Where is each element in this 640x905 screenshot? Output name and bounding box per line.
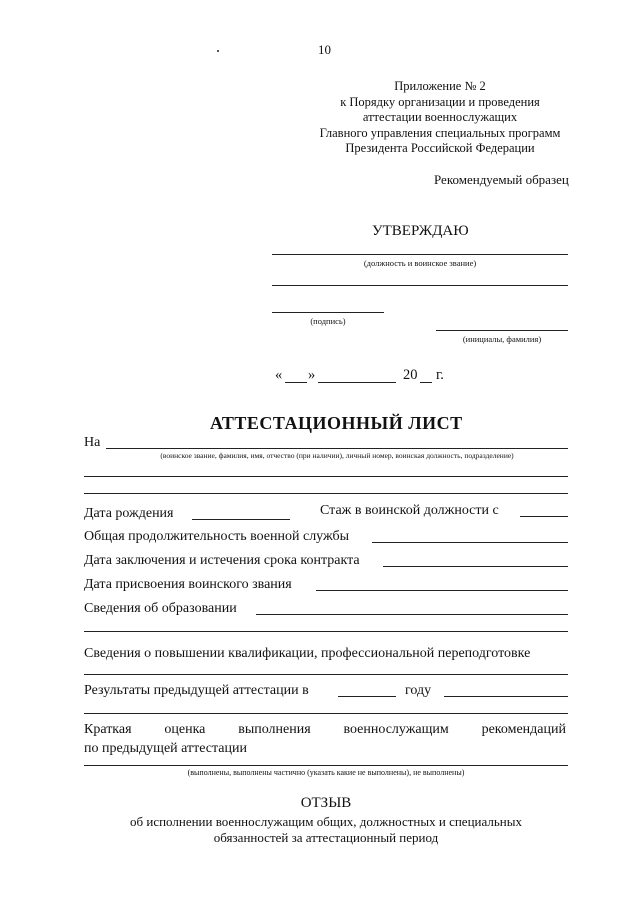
initials-line[interactable]	[436, 330, 568, 331]
year-label: году	[405, 683, 432, 698]
contract-dates-label: Дата заключения и истечения срока контракта	[84, 553, 360, 568]
brief-word-5: рекомендаций	[481, 722, 566, 737]
appendix-line-2: к Порядку организации и проведения	[340, 94, 540, 109]
contract-dates-line[interactable]	[383, 566, 568, 567]
date-year-line[interactable]	[420, 382, 432, 383]
initials-caption: (инициалы, фамилия)	[462, 334, 542, 344]
position-line[interactable]	[272, 254, 568, 255]
date-year-prefix: 20	[403, 367, 418, 383]
review-line-2: обязанностей за аттестационный период	[213, 830, 439, 845]
appendix-line-1: Приложение № 2	[394, 79, 486, 93]
position-line-2[interactable]	[272, 285, 568, 286]
brief-assessment-line-1	[84, 721, 566, 738]
rank-date-label: Дата присвоения воинского звания	[84, 577, 292, 592]
signature-line[interactable]	[272, 312, 384, 313]
date-month-line[interactable]	[318, 382, 396, 383]
rank-date-line[interactable]	[316, 590, 568, 591]
brief-word-4: военнослужащим	[343, 722, 449, 737]
for-line-3[interactable]	[84, 493, 568, 494]
signature-caption: (подпись)	[310, 316, 346, 326]
recommended-sample: Рекомендуемый образец	[434, 172, 569, 187]
position-caption: (должность и воинское звание)	[363, 258, 477, 268]
speck-mark	[217, 50, 219, 52]
birth-date-label: Дата рождения	[84, 506, 174, 521]
date-year-suffix: г.	[436, 367, 444, 383]
appendix-line-4: Главного управления специальных программ	[319, 125, 561, 140]
review-title: ОТЗЫВ	[300, 795, 352, 811]
previous-results-line-2[interactable]	[84, 713, 568, 714]
total-service-label: Общая продолжительность военной службы	[84, 529, 350, 544]
education-label: Сведения об образовании	[84, 601, 237, 616]
approve-title: УТВЕРЖДАЮ	[372, 223, 469, 239]
appendix-block	[300, 79, 580, 157]
brief-assessment-line[interactable]	[84, 765, 568, 766]
previous-results-line[interactable]	[338, 696, 396, 697]
date-open-quote: «	[275, 367, 283, 383]
date-day-line[interactable]	[285, 382, 307, 383]
sheet-title: АТТЕСТАЦИОННЫЙ ЛИСТ	[210, 413, 463, 433]
for-line-2[interactable]	[84, 476, 568, 477]
review-line-1: об исполнении военнослужащим общих, должностных и специальных	[130, 814, 522, 829]
brief-word-3: выполнения	[238, 722, 311, 737]
brief-assessment-caption: (выполнены, выполнены частично (указать какие не выполнены), не выполнены)	[187, 768, 465, 777]
appendix-line-3: аттестации военнослужащих	[362, 110, 518, 124]
service-in-position-line[interactable]	[520, 516, 568, 517]
year-line[interactable]	[444, 696, 568, 697]
qualification-line[interactable]	[84, 674, 568, 675]
brief-assessment-line-2: по предыдущей аттестации	[84, 741, 247, 756]
qualification-label: Сведения о повышении квалификации, профессиональной переподготовке	[84, 646, 531, 661]
previous-results-label: Результаты предыдущей аттестации в	[84, 683, 309, 698]
service-in-position-label: Стаж в воинской должности с	[320, 503, 499, 518]
brief-word-2: оценка	[164, 722, 206, 737]
page-number: 10	[318, 42, 331, 57]
birth-date-line[interactable]	[192, 519, 290, 520]
for-caption: (воинское звание, фамилия, имя, отчество (при наличии), личный номер, воинская должность, подразделение)	[160, 451, 514, 460]
brief-word-1: Краткая	[84, 722, 132, 737]
for-label: На	[84, 435, 101, 450]
total-service-line[interactable]	[372, 542, 568, 543]
appendix-line-5: Президента Российской Федерации	[345, 141, 535, 155]
education-line[interactable]	[256, 614, 568, 615]
education-line-2[interactable]	[84, 631, 568, 632]
date-close-quote: »	[308, 367, 316, 383]
for-line[interactable]	[106, 448, 568, 449]
